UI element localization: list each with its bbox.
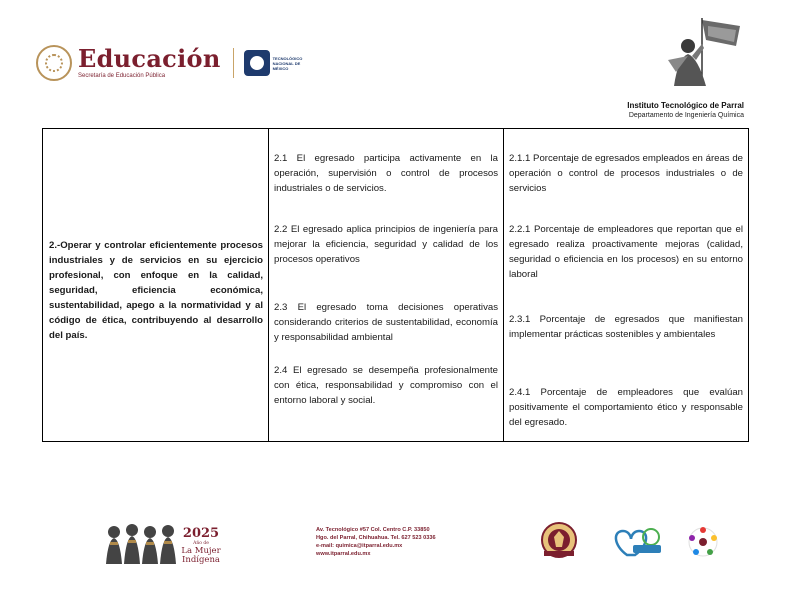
heroine-illustration (662, 16, 742, 88)
indicator-item: 2.4.1 Porcentaje de empleadores que evalúan positivamente el comportamiento ético y responsable del egresado. (509, 387, 743, 428)
email-link[interactable]: e-mail: quimica@itparral.edu.mx (316, 543, 403, 549)
flag-woman-icon (662, 16, 742, 88)
objectives-table (42, 128, 749, 442)
plastic-free-icon (611, 525, 663, 559)
sep-brand (78, 44, 221, 79)
address-line: Av. Tecnológico #57 Col. Centro C.P. 33850 (316, 527, 430, 533)
header-divider (233, 48, 234, 78)
color-ring-icon (686, 525, 720, 559)
attribute-item: 2.4 El egresado se desempeña profesionalmente con ética, responsabilidad y compromiso con el entorno laboral y social. (274, 365, 498, 406)
address-line: Hgo. del Parral, Chihuahua. Tel. 627 523 0336 (316, 535, 436, 541)
indigenous-women-illustration (104, 520, 178, 564)
department-name: Departamento de Ingeniería Química (628, 112, 744, 119)
year-caption: Año de (193, 541, 209, 546)
attributes-cell (269, 129, 504, 441)
government-seal-icon (36, 45, 72, 81)
attribute-item: 2.3 El egresado toma decisiones operativas considerando criterios de sustentabilidad, economía y responsabilidad ambiental (274, 302, 498, 343)
plastic-free-logo (611, 525, 663, 559)
indicator-item: 2.1.1 Porcentaje de egresados empleados en áreas de operación o control de procesos industriales o de servicios (509, 153, 743, 194)
institute-name: Instituto Tecnológico de Parral (627, 101, 744, 110)
brand-subtitle: Secretaría de Educación Pública (78, 73, 166, 79)
objective-text: 2.-Operar y controlar eficientemente procesos industriales y de servicios en su ejercicio profesional, con enfoque en la calidad, seguridad, eficiencia económica, sustentabilidad, apego a la normatividad y al código de ética, contribuyendo al desarrollo del país. (49, 240, 263, 341)
year-line-2: Indígena (181, 555, 220, 565)
itparral-crest (540, 521, 578, 559)
year-line-1: La Mujer (181, 546, 221, 556)
tecnm-label: TECNOLÓGICO NACIONAL DE MÉXICO (272, 55, 303, 71)
year-number: 2025 (182, 526, 220, 541)
attribute-item: 2.2 El egresado aplica principios de ingeniería para mejorar la eficiencia, seguridad y calidad de los procesos operativos (274, 224, 498, 265)
brand-title: Educación (78, 44, 221, 73)
crest-icon (540, 521, 578, 559)
women-figures-icon (104, 520, 178, 564)
objective-cell (43, 129, 269, 441)
website-link[interactable]: www.itparral.edu.mx (316, 551, 371, 557)
footer-address (316, 526, 436, 558)
indicators-cell (504, 129, 748, 441)
attribute-item: 2.1 El egresado participa activamente en la operación, supervisión o control de procesos industriales o de servicios. (274, 153, 498, 194)
indicator-item: 2.3.1 Porcentaje de egresados que manifiestan implementar prácticas sostenibles y ambientales (509, 314, 743, 340)
tecnm-logo-icon (244, 50, 270, 76)
year-indigenous-woman-badge (181, 527, 221, 565)
colorful-circle-logo (686, 525, 720, 559)
indicator-item: 2.2.1 Porcentaje de empleadores que reportan que el egresado realiza proactivamente mejoras (calidad, seguridad o eficiencia en los procesos) en su entorno laboral (509, 224, 743, 280)
header-logos (36, 42, 313, 84)
institute-heading (627, 101, 744, 120)
